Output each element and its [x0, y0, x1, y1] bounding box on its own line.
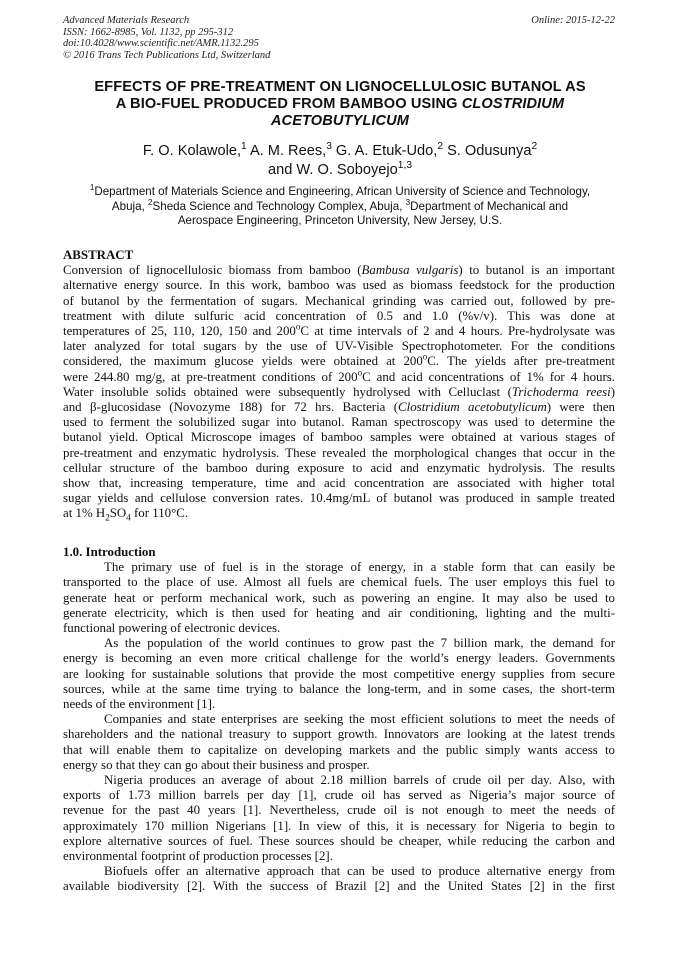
paragraph: [63, 864, 615, 894]
paragraph: [63, 773, 615, 864]
abstract-line: treatment with dilute sulfuric acid concentration of 0.5 and 1.0 (%v/v). This was done at: [63, 308, 615, 323]
paragraph-line: approximately 170 million Nigerians [1]. In view of this, it is necessary for Nigeria to begin to: [63, 818, 615, 833]
abstract-line: butanol yield. Optical Microscope images of bamboo samples were obtained at various stages of: [63, 430, 615, 445]
paragraph-line: available biodiversity [2]. With the success of Brazil [2] and the United States [2] in the first: [63, 879, 615, 894]
paragraph: [63, 560, 615, 636]
online-date: Online: 2015-12-22: [531, 15, 615, 26]
paragraph-line: generate electricity, which is then used for heating and air conditioning, lighting and the multi-: [63, 605, 615, 620]
paragraph-line: revenue for the past 40 years [1]. Nevertheless, crude oil is not enough to meet the needs of: [63, 803, 615, 818]
abstract-line: temperatures of 25, 110, 120, 150 and 200$^o$C at time intervals of 2 and 4 hours. Pre-hydrolysate was: [63, 321, 616, 339]
abstract-line: were 244.80 mg/g, at pre-treatment conditions of 200$^o$C and acid concentrations of 1% for 4 hours.: [63, 367, 615, 384]
title-line-1: EFFECTS OF PRE-TREATMENT ON LIGNOCELLULOSIC BUTANOL AS: [94, 79, 586, 95]
abstract-line: cellular structure of the bamboo during exposure to acid and enzymatic hydrolysis. The results: [63, 460, 615, 475]
paragraph-line: needs of the environment [1].: [63, 697, 216, 712]
abstract-section: [63, 248, 615, 522]
paragraph-line: are looking for sustainable solutions that provide the most competitive energy supplies from secure: [63, 666, 615, 681]
copyright: © 2016 Trans Tech Publications Ltd, Switzerland: [63, 49, 271, 61]
paragraph-line: Nigeria produces an average of about 2.18 million barrels of crude oil per day. Also, with: [104, 773, 615, 788]
paragraph-line: energy is becoming an even more critical challenge for the world’s energy leaders. Governments: [63, 651, 615, 666]
title-line-3: ACETOBUTYLICUM: [270, 113, 410, 129]
abstract-line: Water insoluble solids obtained were subsequently hydrolysed with Celluclast (Trichoderma reesi): [63, 384, 615, 399]
paragraph: [63, 712, 615, 773]
abstract-line: of butanol by the fermentation of sugars. Mechanical grinding was carried out, followed by pre-: [63, 293, 615, 308]
journal-name: Advanced Materials Research: [63, 15, 190, 26]
paragraph-line: that will enable them to capitalize on developing markets and the public simply wants access to: [63, 742, 615, 757]
affiliation-line-2: Abuja, $^2$Sheda Science and Technology Complex, Abuja, $^3$Department of Mechanical and: [111, 197, 569, 213]
abstract-line: show that, increasing temperature, time and acid concentration are associated with higher total: [63, 476, 615, 491]
doi: doi:10.4028/www.scientific.net/AMR.1132.295: [63, 38, 259, 49]
abstract-line: used to ferment the solubilized sugar into butanol. Raman spectroscopy was used to determine the: [63, 415, 615, 430]
paragraph-line: The primary use of fuel is in the storage of energy, in a stable form that can easily be: [104, 560, 615, 575]
paragraph-line: As the population of the world continues to grow past the 7 billion mark, the demand for: [104, 636, 615, 651]
paragraph: [63, 636, 615, 712]
paper-title: [60, 79, 620, 130]
paragraph-line: transported to the place of use. Almost all fuels are chemical fuels. The user employs this fuel to: [63, 575, 615, 590]
affiliation-line-3: Aerospace Engineering, Princeton University, New Jersey, U.S.: [177, 214, 503, 227]
abstract-line: sugar yields and cellulose conversion rates. 10.4mg/mL of butanol was produced in sample treated: [63, 491, 615, 506]
introduction-heading: 1.0. Introduction: [63, 545, 156, 559]
paragraph-line: Companies and state enterprises are seeking the most efficient solutions to meet the needs of: [104, 712, 615, 727]
abstract-line: Conversion of lignocellulosic biomass from bamboo (Bambusa vulgaris) to butanol is an important: [63, 263, 615, 278]
paragraph-line: explore alternative sources of fuel. These sources should be cheaper, while reducing the carbon and: [63, 833, 615, 848]
paragraph-line: Biofuels offer an alternative approach that can be used to produce alternative energy from: [104, 864, 615, 879]
authors-line-1: F. O. Kolawole,$^1$ A. M. Rees,$^3$ G. A. Etuk-Udo,$^2$ S. Odusunya$^2$: [142, 141, 538, 159]
paragraph-line: sources, while at the same time trying to balance the long-term, and in some cases, the short-term: [63, 681, 615, 696]
paragraph-line: generate heat or perform mechanical work, such as powering an engine. It may also be used to: [63, 590, 615, 605]
authors: [60, 142, 620, 180]
paragraph-line: functional powering of electronic devices.: [63, 621, 281, 636]
paragraph-line: environmental footprint of production processes [2].: [63, 849, 333, 864]
affiliation-line-1: $^1$Department of Materials Science and Engineering, African University of Science and Technology,: [89, 183, 591, 198]
abstract-line: later analyzed for total sugars by the use of UV-Visible Spectrophotometer. For the conditions: [63, 339, 615, 354]
journal-header: [63, 15, 270, 61]
affiliations: [60, 185, 620, 229]
abstract-line: considered, the maximum glucose yields were obtained at 200$^o$C. The yields after pre-treatment: [63, 352, 615, 369]
paragraph-line: energy so that they can go about their business and prosper.: [63, 757, 370, 772]
abstract-line: alternative energy source. In this work, bamboo was used as biomass feedstock for the production: [63, 278, 615, 293]
abstract-line: pre-treatment and enzymatic hydrolysis. These revealed the morphological changes that occur in the: [63, 445, 615, 460]
abstract-heading: ABSTRACT: [63, 248, 134, 262]
issn: ISSN: 1662-8985, Vol. 1132, pp 295-312: [63, 26, 234, 38]
authors-line-2: and W. O. Soboyejo$^{1,3}$: [267, 160, 413, 178]
title-line-2: A BIO-FUEL PRODUCED FROM BAMBOO USING CLOSTRIDIUM: [115, 96, 565, 112]
paragraph-line: exports of 1.73 million barrels per day [1], crude oil has served as Nigeria’s major source of: [63, 788, 615, 803]
paragraph-line: shareholders and the national treasury to support growth. Innovators are looking at the latest trends: [63, 727, 615, 742]
abstract-line: at 1% $H_2SO_4$ for 110°C.: [63, 506, 189, 524]
introduction-section: [63, 545, 615, 895]
abstract-line: and β-glucosidase (Novozyme 188) for 72 hrs. Bacteria (Clostridium acetobutylicum) were then: [63, 400, 615, 415]
